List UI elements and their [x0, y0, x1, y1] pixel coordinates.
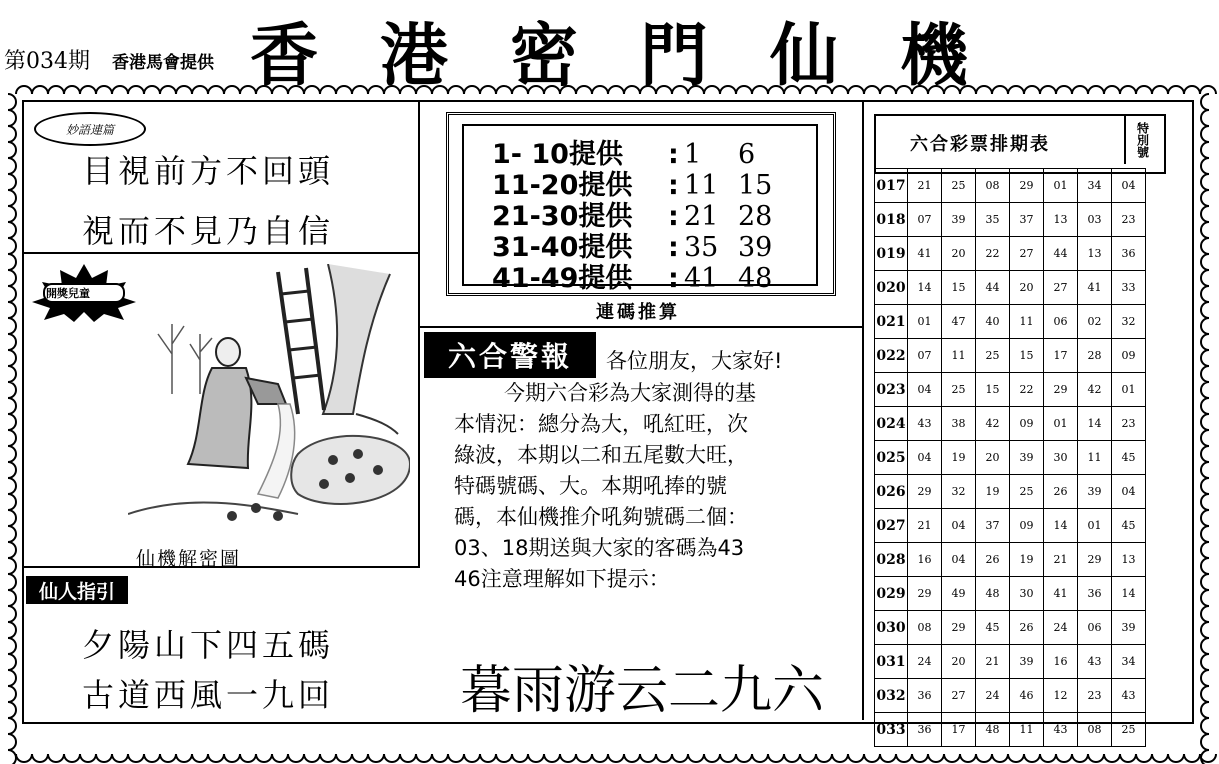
period-cell: 024 — [875, 407, 908, 441]
number-cell: 07 — [908, 203, 942, 237]
number-cell: 26 — [1010, 611, 1044, 645]
period-cell: 018 — [875, 203, 908, 237]
number-cell: 07 — [908, 339, 942, 373]
number-cell: 24 — [1044, 611, 1078, 645]
alert-line: 綠波，本期以二和五尾數大旺， — [454, 443, 748, 467]
schedule-row — [875, 271, 1146, 305]
period-cell: 020 — [875, 271, 908, 305]
lines-colon: : — [668, 232, 679, 263]
number-cell: 39 — [942, 203, 976, 237]
schedule-row — [875, 373, 1146, 407]
special-number-tag: 特別號 — [1124, 116, 1160, 164]
number-cell: 15 — [1010, 339, 1044, 373]
lines-row — [492, 132, 772, 170]
number-cell: 32 — [1112, 305, 1146, 339]
lines-colon: : — [668, 263, 679, 294]
number-cell: 01 — [908, 305, 942, 339]
number-cell: 08 — [1078, 713, 1112, 747]
number-cell: 04 — [1112, 169, 1146, 203]
number-cell: 36 — [1112, 237, 1146, 271]
number-cell: 20 — [942, 645, 976, 679]
number-cell: 34 — [1112, 645, 1146, 679]
number-cell: 17 — [1044, 339, 1078, 373]
number-cell: 13 — [1078, 237, 1112, 271]
number-cell: 21 — [976, 645, 1010, 679]
lines-range: 31-40提供 — [492, 232, 633, 263]
number-cell: 19 — [1010, 543, 1044, 577]
number-cell: 21 — [908, 509, 942, 543]
number-cell: 04 — [908, 373, 942, 407]
number-cell: 42 — [1078, 373, 1112, 407]
lines-colon: : — [668, 201, 679, 232]
number-cell: 01 — [1044, 407, 1078, 441]
number-cell: 04 — [908, 441, 942, 475]
period-cell: 025 — [875, 441, 908, 475]
number-cell: 25 — [1010, 475, 1044, 509]
number-cell: 13 — [1044, 203, 1078, 237]
alert-greeting: 各位朋友，大家好! — [606, 349, 783, 373]
provider-label: 香港馬會提供 — [112, 53, 214, 73]
number-cell: 44 — [976, 271, 1010, 305]
number-cell: 33 — [1112, 271, 1146, 305]
badge-oval: 妙語連篇 — [34, 112, 146, 146]
alert-line: 今期六合彩為大家測得的基 — [504, 381, 756, 405]
schedule-row — [875, 203, 1146, 237]
lines-num-b: 15 — [738, 170, 773, 201]
number-cell: 27 — [1010, 237, 1044, 271]
period-cell: 032 — [875, 679, 908, 713]
number-cell: 45 — [1112, 509, 1146, 543]
number-cell: 01 — [1112, 373, 1146, 407]
number-cell: 15 — [976, 373, 1010, 407]
schedule-row — [875, 543, 1146, 577]
number-cell: 29 — [908, 475, 942, 509]
number-cell: 01 — [1044, 169, 1078, 203]
number-cell: 38 — [942, 407, 976, 441]
number-cell: 39 — [1010, 441, 1044, 475]
left-bottom-line1: 夕陽山下四五碼 — [82, 626, 335, 664]
number-cell: 27 — [1044, 271, 1078, 305]
number-cell: 29 — [1010, 169, 1044, 203]
illustration-image — [128, 264, 410, 534]
number-cell: 43 — [908, 407, 942, 441]
number-cell: 02 — [1078, 305, 1112, 339]
number-cell: 25 — [1112, 713, 1146, 747]
schedule-row — [875, 577, 1146, 611]
number-cell: 14 — [1112, 577, 1146, 611]
lines-caption: 連碼推算 — [596, 302, 680, 323]
number-cell: 32 — [942, 475, 976, 509]
number-cell: 17 — [942, 713, 976, 747]
number-cell: 23 — [1112, 407, 1146, 441]
number-cell: 28 — [1078, 339, 1112, 373]
lines-row — [492, 194, 773, 232]
number-cell: 39 — [1078, 475, 1112, 509]
number-cell: 36 — [1078, 577, 1112, 611]
number-cell: 37 — [976, 509, 1010, 543]
number-cell: 21 — [1044, 543, 1078, 577]
number-cell: 34 — [1078, 169, 1112, 203]
period-cell: 033 — [875, 713, 908, 747]
lines-num-a: 21 — [684, 201, 719, 232]
lines-num-a: 41 — [684, 263, 719, 294]
number-cell: 14 — [1044, 509, 1078, 543]
number-cell: 20 — [1010, 271, 1044, 305]
number-cell: 04 — [942, 509, 976, 543]
lines-colon: : — [668, 170, 679, 201]
schedule-row — [875, 645, 1146, 679]
number-cell: 47 — [942, 305, 976, 339]
number-cell: 04 — [942, 543, 976, 577]
number-cell: 43 — [1112, 679, 1146, 713]
number-cell: 35 — [976, 203, 1010, 237]
alert-hint: 暮雨游云二九六 — [460, 661, 825, 721]
lines-row — [492, 163, 773, 201]
period-cell: 031 — [875, 645, 908, 679]
lines-num-b: 48 — [738, 263, 773, 294]
period-cell: 017 — [875, 169, 908, 203]
number-cell: 12 — [1044, 679, 1078, 713]
period-cell: 019 — [875, 237, 908, 271]
number-cell: 39 — [1112, 611, 1146, 645]
number-cell: 15 — [942, 271, 976, 305]
number-cell: 41 — [908, 237, 942, 271]
number-cell: 42 — [976, 407, 1010, 441]
number-cell: 21 — [908, 169, 942, 203]
number-cell: 23 — [1112, 203, 1146, 237]
number-cell: 24 — [908, 645, 942, 679]
alert-line: 46注意理解如下提示： — [454, 567, 670, 591]
alert-line: 碼，本仙機推介吼夠號碼二個： — [454, 505, 748, 529]
number-cell: 26 — [976, 543, 1010, 577]
page-title: 香港密門仙機 — [250, 17, 1031, 96]
number-cell: 37 — [1010, 203, 1044, 237]
lines-row — [492, 256, 773, 294]
lines-num-a: 35 — [684, 232, 719, 263]
number-cell: 13 — [1112, 543, 1146, 577]
period-cell: 027 — [875, 509, 908, 543]
number-cell: 43 — [1078, 645, 1112, 679]
alert-line: 本情況：總分為大，吼紅旺，次 — [454, 412, 748, 436]
number-cell: 45 — [976, 611, 1010, 645]
number-cell: 41 — [1044, 577, 1078, 611]
lines-num-b: 6 — [738, 139, 756, 170]
schedule-row — [875, 509, 1146, 543]
lines-range: 21-30提供 — [492, 201, 633, 232]
number-cell: 11 — [1010, 305, 1044, 339]
number-cell: 39 — [1010, 645, 1044, 679]
lines-row — [492, 225, 773, 263]
number-cell: 20 — [942, 237, 976, 271]
lines-num-a: 11 — [684, 170, 719, 201]
schedule-row — [875, 169, 1146, 203]
period-cell: 022 — [875, 339, 908, 373]
schedule-row — [875, 305, 1146, 339]
number-cell: 25 — [942, 169, 976, 203]
number-cell: 09 — [1112, 339, 1146, 373]
number-cell: 25 — [976, 339, 1010, 373]
number-cell: 36 — [908, 679, 942, 713]
alert-line: 03、18期送與大家的客碼為43 — [454, 536, 745, 560]
alert-line: 特碼號碼、大。本期吼捧的號 — [454, 474, 727, 498]
number-cell: 19 — [942, 441, 976, 475]
number-cell: 30 — [1044, 441, 1078, 475]
number-cell: 11 — [1010, 713, 1044, 747]
number-cell: 08 — [976, 169, 1010, 203]
number-cell: 14 — [1078, 407, 1112, 441]
number-cell: 40 — [976, 305, 1010, 339]
number-cell: 41 — [1078, 271, 1112, 305]
lines-range: 41-49提供 — [492, 263, 633, 294]
number-cell: 25 — [942, 373, 976, 407]
number-cell: 30 — [1010, 577, 1044, 611]
guide-label: 仙人指引 — [26, 576, 128, 604]
schedule-table — [874, 168, 1146, 747]
number-cell: 08 — [908, 611, 942, 645]
number-cell: 01 — [1078, 509, 1112, 543]
number-cell: 22 — [1010, 373, 1044, 407]
number-cell: 22 — [976, 237, 1010, 271]
number-cell: 23 — [1078, 679, 1112, 713]
number-cell: 27 — [942, 679, 976, 713]
lines-range: 1- 10提供 — [492, 139, 623, 170]
issue-number: 第034期 — [4, 49, 90, 74]
left-top-line2: 視而不見乃自信 — [82, 212, 335, 250]
lines-num-b: 39 — [738, 232, 773, 263]
schedule-row — [875, 237, 1146, 271]
period-cell: 028 — [875, 543, 908, 577]
period-cell: 029 — [875, 577, 908, 611]
number-cell: 16 — [1044, 645, 1078, 679]
number-cell: 11 — [1078, 441, 1112, 475]
alert-body — [454, 378, 756, 595]
number-cell: 19 — [976, 475, 1010, 509]
period-cell: 026 — [875, 475, 908, 509]
number-cell: 11 — [942, 339, 976, 373]
schedule-title: 六合彩票排期表 — [910, 134, 1050, 155]
number-cell: 46 — [1010, 679, 1044, 713]
number-cell: 09 — [1010, 407, 1044, 441]
schedule-row — [875, 475, 1146, 509]
lines-table — [492, 132, 773, 294]
alert-label: 六合警報 — [424, 332, 596, 378]
schedule-row — [875, 679, 1146, 713]
number-cell: 48 — [976, 577, 1010, 611]
number-cell: 03 — [1078, 203, 1112, 237]
number-cell: 29 — [1078, 543, 1112, 577]
number-cell: 04 — [1112, 475, 1146, 509]
number-cell: 26 — [1044, 475, 1078, 509]
number-cell: 43 — [1044, 713, 1078, 747]
number-cell: 48 — [976, 713, 1010, 747]
number-cell: 29 — [1044, 373, 1078, 407]
lines-num-b: 28 — [738, 201, 773, 232]
number-cell: 20 — [976, 441, 1010, 475]
schedule-row — [875, 407, 1146, 441]
number-cell: 16 — [908, 543, 942, 577]
number-cell: 45 — [1112, 441, 1146, 475]
lines-colon: : — [668, 139, 679, 170]
number-cell: 44 — [1044, 237, 1078, 271]
schedule-row — [875, 713, 1146, 747]
schedule-row — [875, 611, 1146, 645]
number-cell: 29 — [942, 611, 976, 645]
image-caption: 仙機解密圖 — [136, 548, 242, 570]
number-cell: 06 — [1078, 611, 1112, 645]
schedule-row — [875, 441, 1146, 475]
left-bottom-line2: 古道西風一九回 — [82, 676, 335, 714]
lines-range: 11-20提供 — [492, 170, 633, 201]
schedule-row — [875, 339, 1146, 373]
period-cell: 030 — [875, 611, 908, 645]
left-top-line1: 目視前方不回頭 — [82, 152, 335, 190]
number-cell: 49 — [942, 577, 976, 611]
period-cell: 023 — [875, 373, 908, 407]
lines-num-a: 1 — [684, 139, 702, 170]
number-cell: 06 — [1044, 305, 1078, 339]
number-cell: 29 — [908, 577, 942, 611]
starburst-label: 開獎兒童 — [46, 287, 90, 300]
number-cell: 09 — [1010, 509, 1044, 543]
number-cell: 14 — [908, 271, 942, 305]
period-cell: 021 — [875, 305, 908, 339]
number-cell: 36 — [908, 713, 942, 747]
number-cell: 24 — [976, 679, 1010, 713]
